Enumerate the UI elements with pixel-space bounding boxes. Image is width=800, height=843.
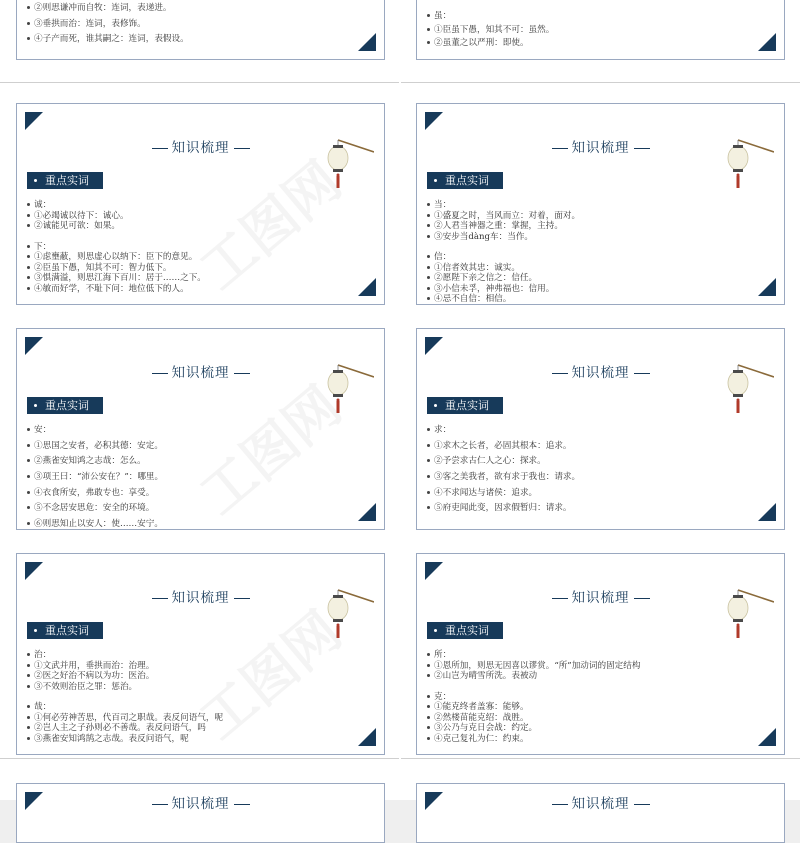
section-badge: 重点实词 — [427, 622, 503, 639]
section-badge: 重点实词 — [27, 172, 103, 189]
corner-decoration — [358, 33, 376, 51]
content-line: ①能克终者盖寡：能够。 — [427, 702, 640, 713]
section-badge: 重点实词 — [427, 397, 503, 414]
content-line: ①臣虽下愚，知其不可：虽然。 — [427, 25, 554, 36]
corner-decoration — [25, 337, 43, 355]
content-line: 下： — [27, 242, 206, 253]
content-line: ②岂人主之子孙则必不善哉。表反问语气，吗 — [27, 723, 223, 734]
slide-content — [427, 425, 580, 519]
cell-bottom-right — [401, 759, 800, 812]
slide-partial-top-left — [16, 0, 385, 60]
line-gap — [27, 692, 223, 702]
slide-title: 知识梳理 — [17, 792, 384, 812]
content-line: ②诚能见可欲：如果。 — [27, 221, 206, 232]
content-line: ③客之美我者，欲有求于我也：请求。 — [427, 472, 580, 483]
line-gap — [427, 242, 580, 252]
content-line: ④克己复礼为仁：约束。 — [427, 734, 640, 745]
watermark: 工图网 — [188, 599, 353, 752]
content-line: ③安步当dàng车：当作。 — [427, 232, 580, 243]
content-line: 求： — [427, 425, 580, 436]
section-badge: 重点实词 — [27, 397, 103, 414]
corner-decoration — [425, 562, 443, 580]
content-line: 虽： — [427, 11, 554, 22]
content-line: ④敏而好学，不耻下问：地位低下的人。 — [27, 284, 206, 295]
content-line: ⑥则思知止以安人：使……安宁。 — [27, 519, 163, 530]
lantern-icon — [724, 134, 774, 194]
content-line: ①文武并用，垂拱而治：治理。 — [27, 661, 223, 672]
content-line: ①信者效其忠：诚实。 — [427, 263, 580, 274]
content-line: ③燕雀安知鸿鹄之志哉。表反问语气，呢 — [27, 734, 223, 745]
slide — [16, 553, 385, 755]
content-line: ②臣虽下愚，知其不可：智力低下。 — [27, 263, 206, 274]
lantern-icon — [724, 359, 774, 419]
content-line: ⑤不念居安思危：安全的环境。 — [27, 503, 163, 514]
corner-decoration — [758, 728, 776, 746]
slide-partial-bottom-right — [416, 783, 785, 843]
section-badge: 重点实词 — [27, 622, 103, 639]
slide-content — [427, 200, 580, 305]
content-line: ③垂拱而治：连词，表修饰。 — [27, 19, 189, 30]
corner-decoration — [758, 33, 776, 51]
corner-decoration — [425, 337, 443, 355]
slide-content — [427, 11, 554, 54]
slide-cell — [0, 83, 399, 308]
content-line: 克： — [427, 692, 640, 703]
content-line: 治： — [27, 650, 223, 661]
lantern-icon — [724, 584, 774, 644]
slide — [16, 328, 385, 530]
slide-title: 知识梳理 — [17, 586, 384, 606]
content-line: ④忌不自信：相信。 — [427, 294, 580, 305]
corner-decoration — [425, 112, 443, 130]
content-line: 信： — [427, 252, 580, 263]
lantern-icon — [324, 359, 374, 419]
slide-title: 知识梳理 — [17, 361, 384, 381]
line-gap — [427, 682, 640, 692]
content-line: ④不求闻达与诸侯：追求。 — [427, 488, 580, 499]
content-line: ①思国之安者，必积其德：安定。 — [27, 441, 163, 452]
content-line: ②则思谦冲而自牧：连词，表递进。 — [27, 3, 189, 14]
corner-decoration — [358, 278, 376, 296]
content-line: ②医之好治不病以为功：医治。 — [27, 671, 223, 682]
section-badge: 重点实词 — [427, 172, 503, 189]
slide-title: 知识梳理 — [417, 792, 784, 812]
watermark: 工图网 — [188, 149, 353, 302]
slide-cell — [401, 83, 800, 308]
lantern-icon — [324, 134, 374, 194]
content-line: ①恩所加，则思无因喜以谬赏。“所”加动词的固定结构 — [427, 661, 640, 672]
slide-cell — [0, 533, 399, 758]
content-line: ①必竭诚以待下：诚心。 — [27, 211, 206, 222]
slide — [416, 553, 785, 755]
slide-title: 知识梳理 — [417, 136, 784, 156]
corner-decoration — [758, 278, 776, 296]
content-line: ⑤府吏闻此变，因求假暂归：请求。 — [427, 503, 580, 514]
cell-top-right — [401, 0, 800, 82]
cell-top-left — [0, 0, 399, 82]
line-gap — [27, 232, 206, 242]
slide-cell — [401, 533, 800, 758]
content-line: ①盛夏之时，当风而立：对着，面对。 — [427, 211, 580, 222]
slide-content — [427, 650, 640, 744]
content-line: ①虑壅蔽，则思虚心以纳下：臣下的意见。 — [27, 252, 206, 263]
content-line: ①求木之长者，必固其根本：追求。 — [427, 441, 580, 452]
content-line: 诚： — [27, 200, 206, 211]
content-line: ②燕雀安知鸿之志哉：怎么。 — [27, 456, 163, 467]
slide — [416, 103, 785, 305]
slide-title: 知识梳理 — [17, 136, 384, 156]
slide-partial-bottom-left — [16, 783, 385, 843]
slide — [16, 103, 385, 305]
content-line: ②然楼苗能克绍：战胜。 — [427, 713, 640, 724]
content-line: ②愿陛下亲之信之：信任。 — [427, 273, 580, 284]
content-line: ④衣食所安，弗敢专也：享受。 — [27, 488, 163, 499]
slide-title: 知识梳理 — [417, 361, 784, 381]
corner-decoration — [758, 503, 776, 521]
slide — [416, 328, 785, 530]
slide-partial-top-right — [416, 0, 785, 60]
slide-content — [27, 650, 223, 744]
content-line: ③公乃与克日会战：约定。 — [427, 723, 640, 734]
lantern-icon — [324, 584, 374, 644]
content-line: 当： — [427, 200, 580, 211]
slide-content — [27, 3, 189, 50]
slide-content — [27, 200, 206, 294]
corner-decoration — [358, 728, 376, 746]
cell-bottom-left — [0, 759, 399, 812]
content-line: ③不效则治臣之罪：惩治。 — [27, 682, 223, 693]
slide-title: 知识梳理 — [417, 586, 784, 606]
content-line: ④子产而死，谁其嗣之：连词，表假设。 — [27, 34, 189, 45]
content-line: ①何必劳神苦思，代百司之职哉。表反问语气，呢 — [27, 713, 223, 724]
content-line: ③项王曰：“沛公安在？”：哪里。 — [27, 472, 163, 483]
content-line: 哉： — [27, 702, 223, 713]
content-line: ③惧满溢，则思江海下百川：居于……之下。 — [27, 273, 206, 284]
watermark: 工图网 — [188, 374, 353, 527]
slide-content — [27, 425, 163, 535]
content-line: 所： — [427, 650, 640, 661]
slide-cell — [401, 308, 800, 533]
corner-decoration — [358, 503, 376, 521]
content-line: ③小信未孚，神弗福也：信用。 — [427, 284, 580, 295]
content-line: ②人君当神器之重：掌握，主持。 — [427, 221, 580, 232]
corner-decoration — [25, 112, 43, 130]
content-line: ②虽董之以严刑：即使。 — [427, 38, 554, 49]
slide-cell — [0, 308, 399, 533]
content-line: ②予尝求古仁人之心：探求。 — [427, 456, 580, 467]
content-line: 安： — [27, 425, 163, 436]
content-line: ②山岂为晴雪所洗。表被动 — [427, 671, 640, 682]
corner-decoration — [25, 562, 43, 580]
